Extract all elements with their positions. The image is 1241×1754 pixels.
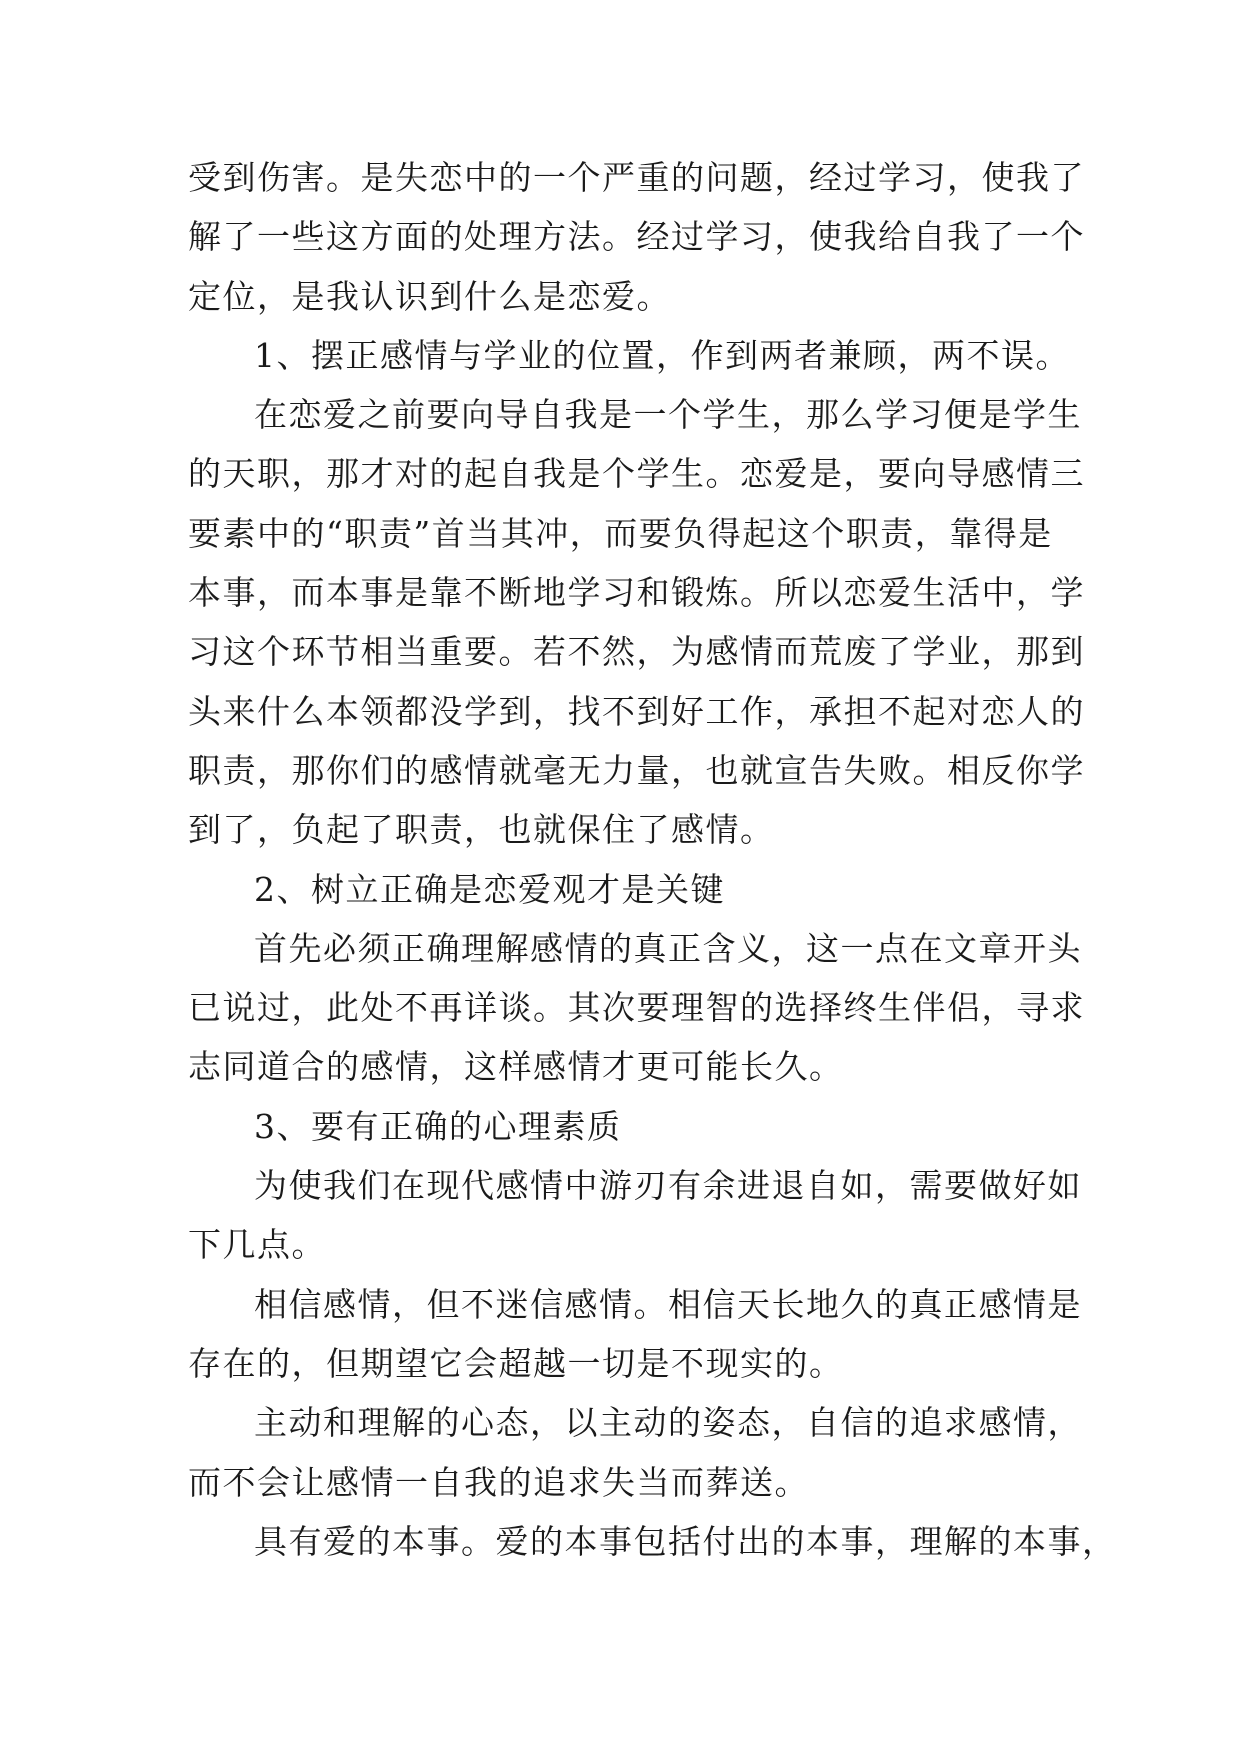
text-line: 相信感情，但不迷信感情。相信天长地久的真正感情是 xyxy=(254,1284,1082,1324)
text-line: 具有爱的本事。爱的本事包括付出的本事，理解的本事， xyxy=(254,1521,1117,1561)
text-line: 解了一些这方面的处理方法。经过学习，使我给自我了一个 xyxy=(188,217,1085,257)
section-heading-1: 1、摆正感情与学业的位置，作到两者兼顾，两不误。 xyxy=(254,335,1070,375)
section-heading-3: 3、要有正确的心理素质 xyxy=(254,1106,622,1146)
text-line: 在恋爱之前要向导自我是一个学生，那么学习便是学生 xyxy=(254,395,1082,435)
body-text xyxy=(188,148,1117,1571)
text-line: 习这个环节相当重要。若不然，为感情而荒废了学业，那到 xyxy=(188,632,1085,672)
text-line: 存在的，但期望它会超越一切是不现实的。 xyxy=(188,1343,844,1383)
text-line: 职责，那你们的感情就毫无力量，也就宣告失败。相反你学 xyxy=(188,750,1085,790)
text-line: 的天职，那才对的起自我是个学生。恋爱是，要向导感情三 xyxy=(188,454,1085,494)
text-line: 下几点。 xyxy=(188,1225,326,1265)
text-line: 要素中的“职责”首当其冲，而要负得起这个职责，靠得是 xyxy=(188,513,1053,553)
section-heading-2: 2、树立正确是恋爱观才是关键 xyxy=(254,869,725,909)
text-line: 而不会让感情一自我的追求失当而葬送。 xyxy=(188,1462,809,1502)
text-line: 主动和理解的心态，以主动的姿态，自信的追求感情， xyxy=(254,1403,1082,1443)
text-line: 受到伤害。是失恋中的一个严重的问题，经过学习，使我了 xyxy=(188,158,1085,197)
text-line: 本事，而本事是靠不断地学习和锻炼。所以恋爱生活中，学 xyxy=(188,573,1085,613)
text-line: 到了，负起了职责，也就保住了感情。 xyxy=(188,810,775,850)
text-line: 已说过，此处不再详谈。其次要理智的选择终生伴侣，寻求 xyxy=(188,988,1085,1028)
text-line: 头来什么本领都没学到，找不到好工作，承担不起对恋人的 xyxy=(188,691,1085,731)
text-line: 定位，是我认识到什么是恋爱。 xyxy=(188,276,671,316)
text-line: 志同道合的感情，这样感情才更可能长久。 xyxy=(188,1047,844,1087)
text-line: 首先必须正确理解感情的真正含义，这一点在文章开头 xyxy=(254,928,1082,968)
text-line: 为使我们在现代感情中游刃有余进退自如，需要做好如 xyxy=(254,1166,1082,1206)
